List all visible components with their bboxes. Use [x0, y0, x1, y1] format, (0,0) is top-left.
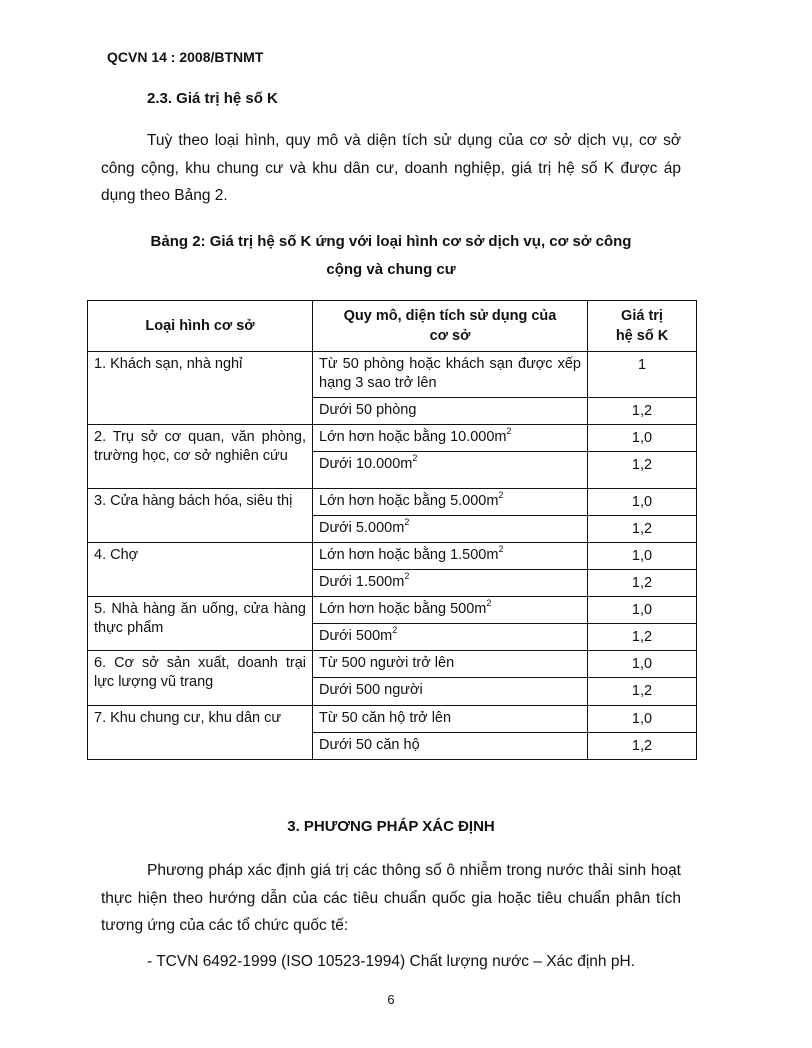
caption-line-1: Bảng 2: Giá trị hệ số K ứng với loại hình cơ sở dịch vụ, cơ sở công: [150, 233, 632, 250]
header-scale-line1: Quy mô, diện tích sử dụng của: [343, 308, 557, 324]
section-2-3-title: 2.3. Giá trị hệ số K: [147, 90, 278, 107]
header-scale-line2: cơ sở: [429, 328, 471, 344]
paragraph-text: Tuỳ theo loại hình, quy mô và diện tích sử dụng của cơ sở dịch vụ, cơ sở công cộng, khu chung cư và khu dân cư, doanh nghiệp, giá trị hệ số K được áp dụng theo Bảng 2.: [101, 132, 681, 204]
scale-text: Lớn hơn hoặc bằng 5.000m: [319, 493, 499, 509]
scale-cell: [313, 543, 588, 570]
scale-cell: Dưới 50 phòng: [313, 398, 588, 425]
table-row: [88, 425, 697, 452]
scale-cell: [313, 452, 588, 489]
k-value-cell: 1,2: [588, 570, 697, 597]
superscript: 2: [412, 453, 418, 464]
standard-list-item: - TCVN 6492-1999 (ISO 10523-1994) Chất lượng nước – Xác định pH.: [147, 953, 635, 970]
table-row: [88, 706, 697, 733]
k-value-cell: 1,2: [588, 624, 697, 651]
superscript: 2: [498, 490, 504, 501]
k-value-cell: 1: [588, 352, 697, 398]
scale-cell: [313, 425, 588, 452]
table-caption: [100, 228, 682, 284]
caption-line-2: cộng và chung cư: [326, 261, 456, 278]
facility-type-cell: 7. Khu chung cư, khu dân cư: [88, 706, 313, 760]
table-row: [88, 597, 697, 624]
section-3-title: 3. PHƯƠNG PHÁP XÁC ĐỊNH: [287, 818, 495, 835]
scale-text: Dưới 1.500m: [319, 574, 405, 590]
facility-type-cell: 2. Trụ sở cơ quan, văn phòng, trường học, cơ sở nghiên cứu: [88, 425, 313, 489]
scale-cell: [313, 489, 588, 516]
superscript: 2: [506, 426, 512, 437]
scale-cell: [313, 624, 588, 651]
facility-type-cell: 1. Khách sạn, nhà nghỉ: [88, 352, 313, 425]
table-row: [88, 651, 697, 678]
scale-text: Lớn hơn hoặc bằng 10.000m: [319, 429, 507, 445]
scale-text: Dưới 5.000m: [319, 520, 405, 536]
scale-cell: Dưới 50 căn hộ: [313, 733, 588, 760]
facility-type-cell: 4. Chợ: [88, 543, 313, 597]
scale-cell: Dưới 500 người: [313, 678, 588, 706]
k-value-cell: 1,0: [588, 425, 697, 452]
scale-cell: [313, 597, 588, 624]
scale-text: Dưới 10.000m: [319, 456, 413, 472]
k-value-cell: 1,2: [588, 398, 697, 425]
facility-type-cell: 5. Nhà hàng ăn uống, cửa hàng thực phẩm: [88, 597, 313, 651]
header-k-line2: hệ số K: [615, 328, 669, 344]
superscript: 2: [498, 544, 504, 555]
header-k-value: [588, 301, 697, 352]
paragraph-text: Phương pháp xác định giá trị các thông số ô nhiễm trong nước thải sinh hoạt thực hiện theo hướng dẫn của các tiêu chuẩn quốc gia hoặc tiêu chuẩn phân tích tương ứng của các tổ chức quốc tế:: [101, 862, 681, 934]
section-3-paragraph: [101, 857, 681, 940]
header-facility-type: Loại hình cơ sở: [88, 301, 313, 352]
table-row: [88, 489, 697, 516]
page-number: 6: [387, 992, 395, 1007]
table-row: [88, 352, 697, 398]
k-value-cell: 1,0: [588, 706, 697, 733]
superscript: 2: [486, 598, 492, 609]
facility-type-cell: 6. Cơ sở sản xuất, doanh trại lực lượng vũ trang: [88, 651, 313, 706]
superscript: 2: [392, 625, 398, 636]
facility-type-cell: 3. Cửa hàng bách hóa, siêu thị: [88, 489, 313, 543]
scale-text: Lớn hơn hoặc bằng 1.500m: [319, 547, 499, 563]
k-value-cell: 1,0: [588, 543, 697, 570]
scale-cell: [313, 516, 588, 543]
header-k-line1: Giá trị: [621, 308, 663, 324]
scale-cell: [313, 570, 588, 597]
table-header-row: [88, 301, 697, 352]
scale-text: Lớn hơn hoặc bằng 500m: [319, 601, 487, 617]
header-scale: [313, 301, 588, 352]
k-value-cell: 1,2: [588, 678, 697, 706]
k-value-cell: 1,2: [588, 516, 697, 543]
scale-cell: Từ 500 người trở lên: [313, 651, 588, 678]
table-row: [88, 543, 697, 570]
scale-cell: Từ 50 phòng hoặc khách sạn được xếp hạng 3 sao trở lên: [313, 352, 588, 398]
document-code: QCVN 14 : 2008/BTNMT: [107, 49, 264, 65]
k-value-cell: 1,2: [588, 733, 697, 760]
superscript: 2: [404, 517, 410, 528]
k-value-cell: 1,2: [588, 452, 697, 489]
k-value-cell: 1,0: [588, 651, 697, 678]
scale-text: Dưới 500m: [319, 628, 393, 644]
k-value-cell: 1,0: [588, 597, 697, 624]
superscript: 2: [404, 571, 410, 582]
k-coefficient-table: [87, 300, 697, 760]
section-2-3-paragraph: [101, 127, 681, 210]
k-value-cell: 1,0: [588, 489, 697, 516]
scale-cell: Từ 50 căn hộ trở lên: [313, 706, 588, 733]
